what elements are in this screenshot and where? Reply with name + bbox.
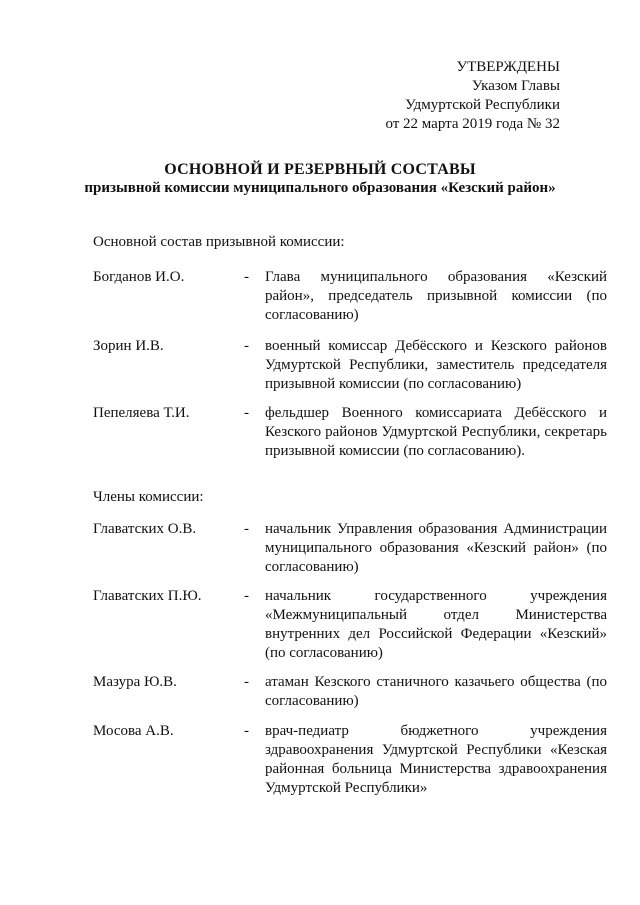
member-name: Мазура Ю.В. <box>93 674 177 690</box>
member-dash: - <box>244 588 249 604</box>
commission-members-label: Члены комиссии: <box>93 489 204 505</box>
member-dash: - <box>244 521 249 537</box>
member-name: Пепеляева Т.И. <box>93 405 190 421</box>
member-dash: - <box>244 269 249 285</box>
member-position: Глава муниципального образования «Кезский район», председатель призывной комиссии (по согласованию) <box>265 269 607 323</box>
member-name: Богданов И.О. <box>93 269 185 285</box>
member-name: Зорин И.В. <box>93 338 164 354</box>
member-name: Главатских П.Ю. <box>93 588 202 604</box>
approval-heading: УТВЕРЖДЕНЫ <box>456 59 560 75</box>
member-dash: - <box>244 405 249 421</box>
approval-block <box>360 58 560 134</box>
member-position: начальник Управления образования Администрации муниципального образования «Кезский район» (по согласованию) <box>265 521 607 575</box>
member-dash: - <box>244 338 249 354</box>
member-position: начальник государственного учреждения «Межмуниципальный отдел Министерства внутренних дел Российской Федерации «Кезский» (по согласованию) <box>265 588 607 661</box>
approval-decree: Указом Главы <box>471 78 560 94</box>
title-main: ОСНОВНОЙ И РЕЗЕРВНЫЙ СОСТАВЫ <box>164 161 476 178</box>
member-position: атаман Кезского станичного казачьего общества (по согласованию) <box>265 674 607 709</box>
member-position: врач-педиатр бюджетного учреждения здравоохранения Удмуртской Республики «Кезская районная больница Министерства здравоохранения Удмуртской Республики» <box>265 723 607 796</box>
document-title <box>0 160 640 198</box>
title-sub: призывной комиссии муниципального образования «Кезский район» <box>84 180 556 196</box>
approval-date: от 22 марта 2019 года № 32 <box>385 116 560 132</box>
member-dash: - <box>244 723 249 739</box>
member-position: фельдшер Военного комиссариата Дебёсского и Кезского районов Удмуртской Республики, секретарь призывной комиссии (по согласованию). <box>265 405 607 459</box>
member-name: Главатских О.В. <box>93 521 197 537</box>
main-composition-label: Основной состав призывной комиссии: <box>93 234 345 250</box>
member-dash: - <box>244 674 249 690</box>
approval-republic: Удмуртской Республики <box>405 97 560 113</box>
member-position: военный комиссар Дебёсского и Кезского районов Удмуртской Республики, заместитель председателя призывной комиссии (по согласованию) <box>265 338 607 392</box>
member-name: Мосова А.В. <box>93 723 174 739</box>
